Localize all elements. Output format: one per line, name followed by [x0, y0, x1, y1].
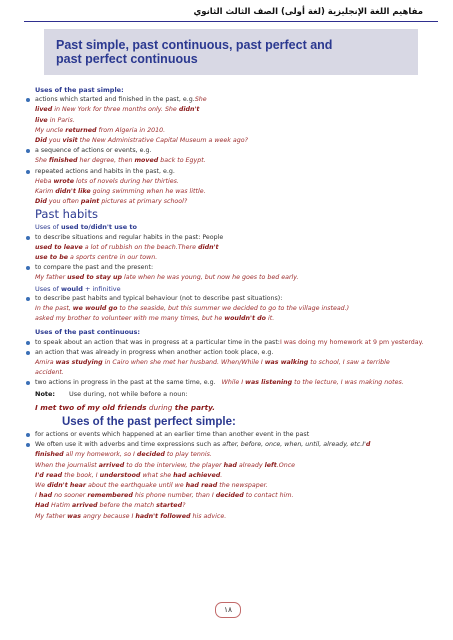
example-line [24, 491, 444, 501]
bullet-item: repeated actions and habits in the past, e.g. [24, 167, 444, 177]
example-text: to the seaside, but this summer we decided to go to the village instead.) [117, 305, 350, 313]
verb: decided [136, 451, 165, 459]
verb: paint [80, 198, 100, 206]
example-line [24, 177, 444, 187]
example-text: asked my brother to volunteer with me many times, but he [35, 315, 225, 323]
example-text: a lot of rubbish on the beach.There [82, 243, 198, 251]
verb: had read [185, 481, 218, 489]
example-line [24, 461, 444, 471]
note [24, 389, 444, 399]
title-line-2: past perfect continuous [56, 52, 198, 66]
bullet-text: actions which started and finished in the past, e.g. [35, 96, 195, 104]
page-number: ١٨ [215, 602, 241, 618]
bullet-item [24, 378, 444, 388]
example-line [24, 273, 444, 283]
example-line [24, 105, 444, 115]
verb: understood [99, 471, 141, 479]
example-text: ? [182, 502, 186, 510]
verb: Did [35, 137, 47, 145]
subheading-term: used to/didn't use to [60, 223, 137, 232]
example-text: angry because I [81, 512, 136, 520]
content [24, 85, 444, 522]
example-text: during [146, 402, 175, 412]
example-text: We [35, 481, 48, 489]
example-text: late when he was young, but now he goes to bed early. [122, 274, 299, 282]
example-text: her degree, then [77, 157, 135, 165]
heading-past-perfect: Uses of the past perfect simple: [62, 415, 236, 428]
example-text: Heba [35, 177, 54, 185]
example-text: to school, I saw a terrible [308, 359, 390, 367]
example-line [24, 156, 444, 166]
subheading-term: would [60, 284, 83, 293]
verb: returned [65, 126, 97, 134]
example-text: . [220, 471, 223, 479]
verb: arrived [71, 502, 98, 510]
verb: decided [215, 492, 244, 500]
example-line [24, 450, 444, 460]
subheading-used-to [24, 222, 444, 232]
example-line [24, 481, 444, 491]
verb: I'd read [35, 471, 63, 479]
bullet-item [24, 440, 444, 450]
example-line [24, 197, 444, 207]
verb: live [35, 116, 48, 124]
verb: was [67, 512, 81, 520]
example-text: She [194, 96, 207, 104]
example-text: his phone number, than I [132, 492, 216, 500]
example-text: pictures at primary school? [99, 198, 188, 206]
header-divider [24, 21, 438, 22]
example-line [24, 243, 444, 253]
verb: wrote [53, 177, 74, 185]
note-label: Note: [35, 389, 56, 398]
example-text: in Paris. [47, 116, 75, 124]
example-text: She [35, 157, 49, 165]
bullet-item: to compare the past and the present: [24, 263, 444, 273]
verb: used to leave [35, 243, 83, 251]
subheading-would [24, 284, 444, 294]
verb: started [156, 502, 183, 510]
example-line [24, 136, 444, 146]
header-arabic-title: مفاهيم اللغة الإنجليزية (لغة أولى) الصف الثالث الثانوي [193, 7, 423, 17]
example-text: in Cairo when she met her husband. When/While I [102, 359, 265, 367]
verb: Had [35, 502, 50, 510]
example-text: the newspaper. [217, 481, 268, 489]
example-text: I was doing my homework at 9 pm yesterday. [279, 338, 424, 346]
example-text: back to Egypt. [158, 157, 206, 165]
verb: didn't like [55, 188, 91, 196]
example-text: going swimming when he was little. [90, 188, 206, 196]
example-text: to the lecture, I was making notes. [292, 379, 404, 387]
example-text: already [236, 461, 265, 469]
verb: moved [134, 157, 159, 165]
example-text: before the match [97, 502, 157, 510]
example-text: the book, I [62, 471, 100, 479]
verb: finished [48, 157, 78, 165]
verb: didn't [178, 106, 200, 114]
example-text: Karim [35, 188, 56, 196]
example-text: his advice. [190, 512, 227, 520]
example-text: In the past, [35, 305, 73, 313]
example-line [24, 471, 444, 481]
example-text [216, 379, 404, 386]
verb: hadn't followed [135, 512, 191, 520]
example-text: a sports centre in our town. [68, 254, 158, 262]
subheading-text: + infinitive [82, 284, 121, 293]
example-line [24, 358, 444, 368]
verb: was listening [245, 379, 293, 387]
bullet-text: after, before, once, when, until, already, etc.I' [222, 441, 366, 449]
bullet-text: to speak about an action that was in progress at a particular time in the past: [35, 338, 280, 346]
bullet-item: to describe past habits and typical behaviour (not to describe past situations): [24, 294, 444, 304]
example-text: to play tennis. [164, 451, 212, 459]
subheading-text: Uses of [35, 284, 61, 293]
heading-past-habits: Past habits [35, 207, 98, 222]
bullet-item [24, 338, 444, 348]
note-example [24, 402, 444, 414]
bullet-item: for actions or events which happened at an earlier time than another event in the past [24, 430, 444, 440]
example-text: all my homework, so I [63, 451, 137, 459]
heading-past-simple: Uses of the past simple: [35, 86, 124, 94]
example-text: My uncle [35, 126, 66, 134]
bullet-item: an action that was already in progress when another action took place, e.g. [24, 348, 444, 358]
verb: didn't [197, 243, 219, 251]
verb: had [38, 492, 53, 500]
example-text: to contact him. [243, 492, 294, 500]
example-line: accident. [35, 369, 64, 377]
bullet-text: We often use it with adverbs and time expressions such as [35, 441, 223, 449]
example-line [24, 116, 444, 126]
example-text: .Once [276, 461, 296, 469]
example-text: the party. [174, 402, 215, 412]
verb: Did [35, 198, 47, 206]
example-text: from Algeria in 2010. [96, 126, 166, 134]
example-text: it. [266, 315, 275, 323]
example-text: Amira [35, 359, 56, 367]
bullet-text: to describe situations and regular habits in the past: People [35, 233, 224, 241]
subheading-text: Uses of [35, 223, 61, 232]
verb: was studying [55, 359, 103, 367]
verb: didn't hear [47, 481, 87, 489]
example-text: you often [46, 198, 81, 206]
heading-past-continuous: Uses of the past continuous: [35, 328, 141, 337]
example-text: lots of novels during her thirties. [74, 177, 179, 185]
bullet-item [24, 95, 444, 105]
example-line [24, 501, 444, 511]
example-line [24, 512, 444, 522]
example-line [24, 187, 444, 197]
bullet-text: two actions in progress in the past at the same time, e.g. [35, 379, 216, 387]
example-text: in New York for three months only. She [52, 106, 179, 114]
verb: wouldn't do [224, 315, 266, 323]
verb: lived [35, 106, 53, 114]
note-text: Use during, not while before a noun: [69, 389, 188, 398]
example-text: My father [35, 274, 68, 282]
verb: had [223, 461, 237, 469]
verb: use to be [35, 254, 69, 262]
example-text: the New Administrative Capital Museum a week ago? [77, 137, 248, 145]
example-text: Hatim [49, 502, 72, 510]
example-text: to do the interview, the player [124, 461, 224, 469]
example-text: what she [140, 471, 174, 479]
example-line [24, 126, 444, 136]
bullet-item [24, 233, 444, 243]
example-text: I met two of my old friends [35, 402, 147, 412]
example-text: about the earthquake until we [86, 481, 186, 489]
verb: had achieved [173, 471, 221, 479]
example-text: you [46, 137, 63, 145]
example-line [24, 314, 444, 324]
verb: d [365, 441, 371, 449]
verb: was walking [264, 359, 309, 367]
example-line [24, 304, 444, 314]
bullet-item: a sequence of actions or events, e.g. [24, 146, 444, 156]
verb: visit [62, 137, 78, 145]
example-text: My father [35, 512, 68, 520]
example-text: no sooner [52, 492, 88, 500]
page-title [56, 38, 406, 66]
verb: arrived [98, 461, 125, 469]
example-line [24, 253, 444, 263]
verb: we would go [72, 305, 118, 313]
verb: finished [35, 451, 64, 459]
example-text: I [35, 492, 39, 500]
title-box [44, 29, 418, 75]
verb: remembered [87, 492, 133, 500]
verb: left [264, 461, 277, 469]
example-text: When the journalist [35, 461, 99, 469]
verb: used to stay up [67, 274, 123, 282]
title-line-1: Past simple, past continuous, past perfect and [56, 38, 333, 52]
example-text: While I [221, 379, 246, 387]
